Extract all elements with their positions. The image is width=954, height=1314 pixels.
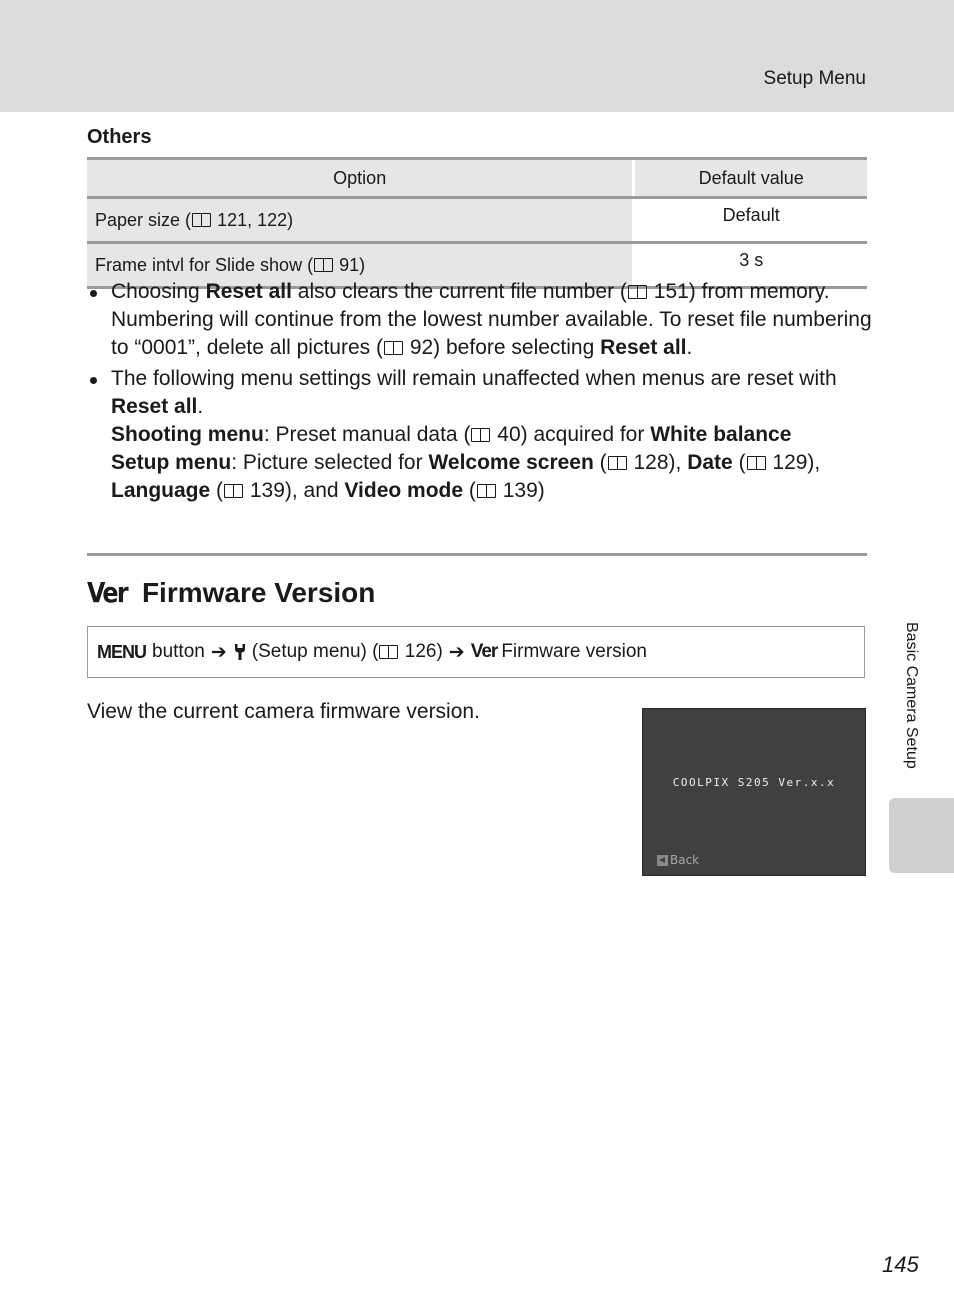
book-icon <box>608 456 627 470</box>
firmware-heading <box>87 576 375 609</box>
firmware-title: Firmware Version <box>141 576 376 608</box>
option-text: Paper size ( <box>95 209 192 230</box>
book-icon <box>747 456 766 470</box>
note-text: ( <box>463 479 476 502</box>
page-number: 145 <box>882 1252 919 1277</box>
note-emphasis: Reset all <box>205 280 292 303</box>
book-icon <box>379 645 398 659</box>
arrow-right-icon: ➔ <box>210 641 227 663</box>
menu-path-text: button <box>152 641 205 662</box>
others-heading: Others <box>87 126 152 148</box>
note-emphasis: Setup menu <box>111 451 232 474</box>
book-icon <box>224 484 243 498</box>
ver-icon: Ver <box>470 641 498 662</box>
defaults-table <box>87 157 867 289</box>
note-text: 139), and <box>244 479 345 502</box>
back-label: Back <box>670 853 700 867</box>
note-text: 40) acquired for <box>491 423 651 446</box>
note-emphasis: Language <box>111 479 211 502</box>
header-band <box>0 0 954 112</box>
default-value-cell: 3 s <box>634 243 867 288</box>
firmware-description: View the current camera firmware version. <box>87 700 480 723</box>
note-text: also clears the current file number ( <box>291 280 627 303</box>
column-header-default: Default value <box>634 159 867 198</box>
table-row <box>87 198 867 243</box>
note-emphasis: Video mode <box>344 479 464 502</box>
page-ref: 91) <box>339 254 366 275</box>
wrench-icon <box>233 643 247 661</box>
note-text: 128), <box>627 451 688 474</box>
book-icon <box>314 258 333 272</box>
note-emphasis: Welcome screen <box>428 451 594 474</box>
note-emphasis: Shooting menu <box>111 423 264 446</box>
note-text: The following menu settings will remain unaffected when menus are reset with <box>111 367 837 390</box>
section-divider <box>87 553 867 556</box>
back-icon <box>657 855 668 866</box>
note-text: Choosing <box>111 280 206 303</box>
book-icon <box>192 213 211 227</box>
note-emphasis: White balance <box>650 423 792 446</box>
arrow-right-icon: ➔ <box>448 641 465 663</box>
note-emphasis: Reset all <box>111 395 198 418</box>
menu-path-text: (Setup menu) ( <box>251 641 379 662</box>
running-header: Setup Menu <box>763 68 866 89</box>
chapter-tab-label: Basic Camera Setup <box>903 622 920 769</box>
notes-list <box>87 278 877 508</box>
book-icon <box>384 341 403 355</box>
page-ref: 121, 122) <box>217 209 294 230</box>
list-item <box>87 278 877 362</box>
option-cell <box>87 198 634 243</box>
menu-path-text: 126) <box>404 641 443 662</box>
camera-screen <box>642 708 866 876</box>
firmware-version-text: COOLPIX S205 Ver.x.x <box>672 776 836 789</box>
note-text: 129), <box>766 451 821 474</box>
note-text: ( <box>210 479 224 502</box>
menu-path-text: Firmware version <box>501 641 648 662</box>
note-text: : Picture selected for <box>231 451 429 474</box>
note-text: : Preset manual data ( <box>263 423 471 446</box>
option-text: Frame intvl for Slide show ( <box>95 254 314 275</box>
note-text: . <box>197 395 204 418</box>
note-text: 139) <box>496 479 545 502</box>
book-icon <box>628 285 647 299</box>
back-control <box>657 853 699 867</box>
note-text: . <box>686 336 693 359</box>
menu-button-icon: MENU <box>97 641 146 662</box>
note-text: ( <box>593 451 607 474</box>
book-icon <box>471 428 490 442</box>
note-text: ( <box>732 451 746 474</box>
table-header-row <box>87 159 867 198</box>
list-item <box>87 365 877 505</box>
default-value-cell: Default <box>634 198 867 243</box>
note-emphasis: Date <box>687 451 733 474</box>
menu-path-box <box>87 626 865 678</box>
ver-icon: Ver <box>87 576 127 609</box>
chapter-tab <box>889 798 954 873</box>
note-emphasis: Reset all <box>600 336 687 359</box>
note-text: 92) before selecting <box>403 336 601 359</box>
note-text: 151) from memory. Numbering will continue from the lowest number available. To reset file numbering to “0001”, delete all pictures ( <box>111 280 872 359</box>
book-icon <box>477 484 496 498</box>
column-header-option: Option <box>87 159 634 198</box>
